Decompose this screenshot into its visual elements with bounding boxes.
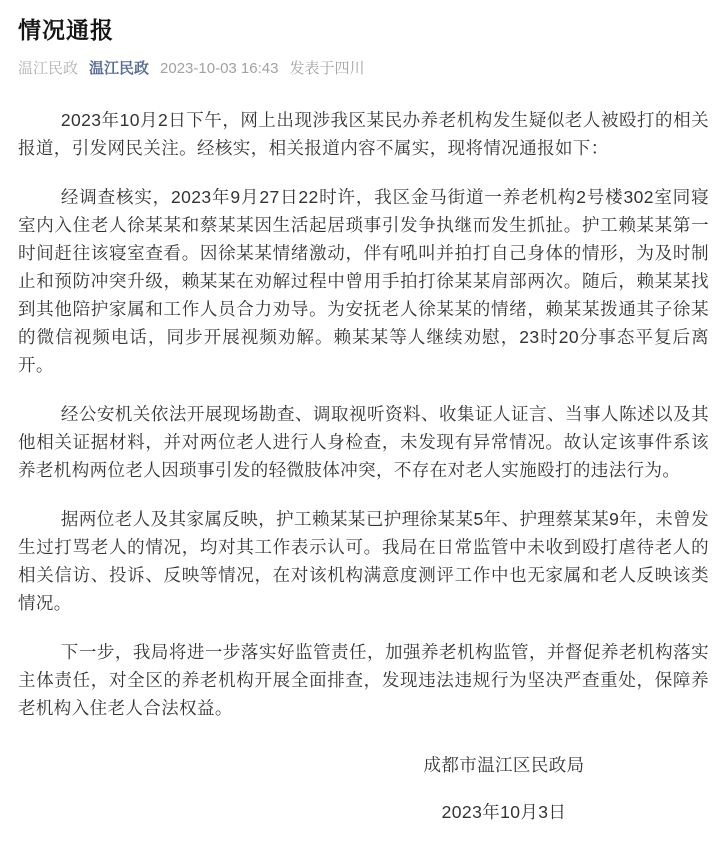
paragraph-police-findings: 经公安机关依法开展现场勘查、调取视听资料、收集证人证言、当事人陈述以及其他相关证据材料，并对两位老人进行人身检查，未发现有异常情况。故认定该事件系该养老机构两位老人因琐事引发的轻微肢体冲突，不存在对老人实施殴打的违法行为。 <box>18 404 709 480</box>
signature-organization: 成都市温江区民政局 <box>423 755 585 775</box>
article-body <box>18 106 709 826</box>
byline <box>18 59 709 79</box>
page-title: 情况通报 <box>18 17 114 43</box>
paragraph-investigation: 经调查核实，2023年9月27日22时许，我区金马街道一养老机构2号楼302室同寝室内入住老人徐某某和蔡某某因生活起居琐事引发争执继而发生抓扯。护工赖某某第一时间赶往该寝室查看。因徐某某情绪激动，伴有吼叫并拍打自己身体的情形，为及时制止和预防冲突升级，赖某某在劝解过程中曾用手拍打徐某某肩部两次。随后，赖某某找到其他陪护家属和工作人员合力劝导。为安抚老人徐某某的情绪，赖某某拨通其子徐某的微信视频电话，同步开展视频劝解。赖某某等人继续劝慰，23时20分事态平复后离开。 <box>18 187 709 375</box>
signature-block <box>394 751 614 826</box>
publish-location: 发表于四川 <box>289 60 365 77</box>
account-name-link[interactable]: 温江民政 <box>89 60 150 77</box>
paragraph-family-feedback: 据两位老人及其家属反映，护工赖某某已护理徐某某5年、护理蔡某某9年，未曾发生过打骂老人的情况，均对其工作表示认可。我局在日常监管中未收到殴打虐待老人的相关信访、投诉、反映等情况，在对该机构满意度测评工作中也无家属和老人反映该类情况。 <box>18 509 709 613</box>
paragraph-next-steps: 下一步，我局将进一步落实好监管责任，加强养老机构监管，并督促养老机构落实主体责任，对全区的养老机构开展全面排查，发现违法违规行为坚决严查重处，保障养老机构入住老人合法权益。 <box>18 642 709 718</box>
author-name: 温江民政 <box>18 60 79 77</box>
signature-date: 2023年10月3日 <box>441 802 567 822</box>
paragraph-intro: 2023年10月2日下午，网上出现涉我区某民办养老机构发生疑似老人被殴打的相关报道，引发网民关注。经核实，相关报道内容不属实，现将情况通报如下： <box>18 110 709 158</box>
publish-timestamp: 2023-10-03 16:43 <box>160 60 279 77</box>
